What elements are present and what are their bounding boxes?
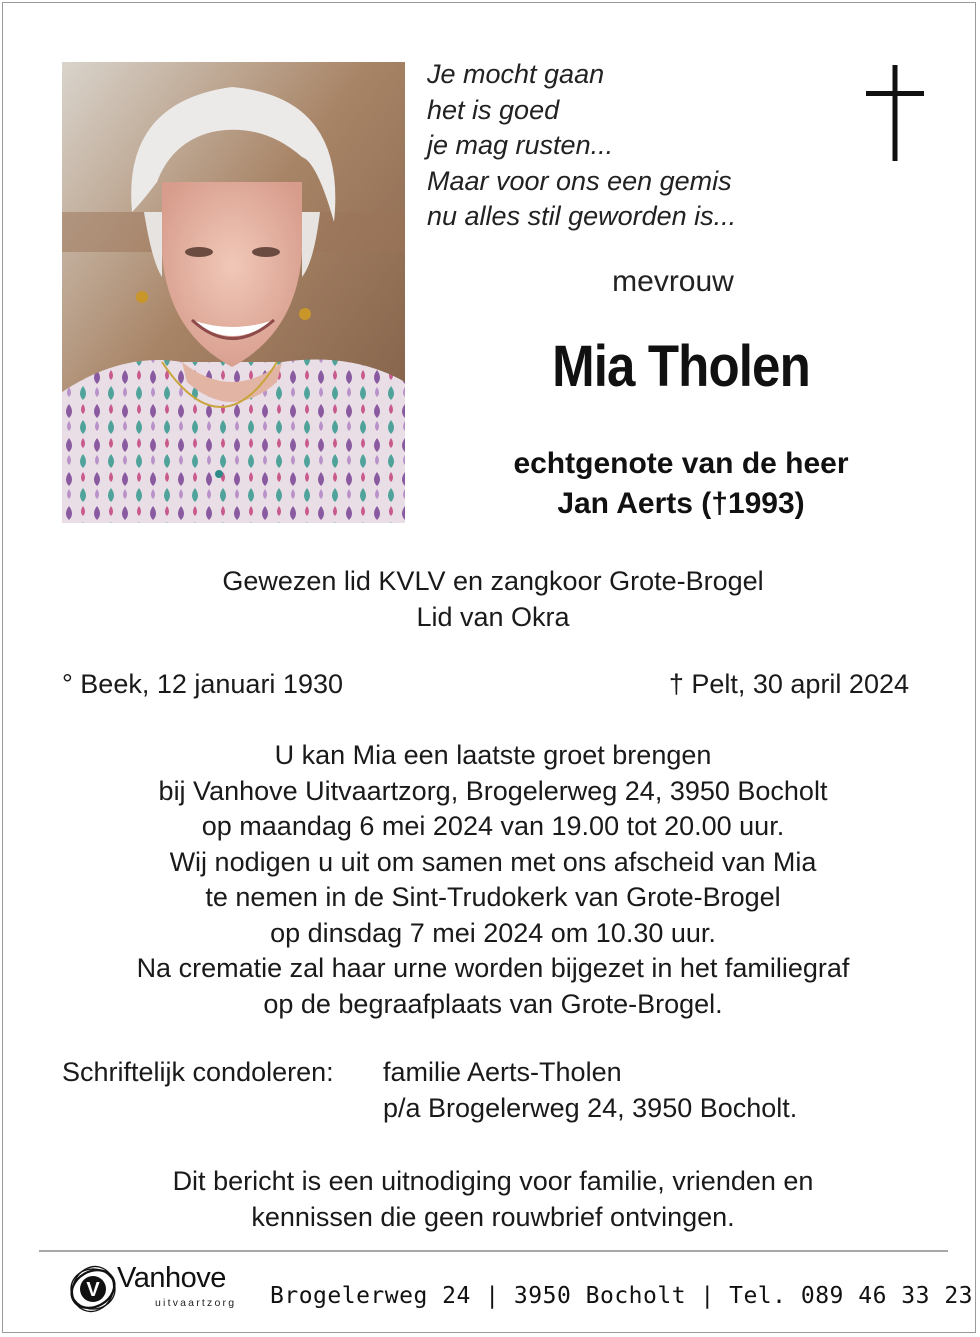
ceremony-line: Wij nodigen u uit om samen met ons afscheid van Mia — [169, 846, 817, 877]
ceremony-details — [33, 738, 953, 1022]
notice-line: kennissen die geen rouwbrief ontvingen. — [251, 1202, 735, 1232]
membership-line: Lid van Okra — [416, 602, 570, 632]
ceremony-line: op maandag 6 mei 2024 van 19.00 tot 20.00 uur. — [201, 811, 785, 841]
spouse-line: Jan Aerts (†1993) — [557, 487, 805, 520]
ceremony-line: op dinsdag 7 mei 2024 om 10.30 uur. — [270, 917, 716, 948]
condolence-address: p/a Brogelerweg 24, 3950 Bocholt. — [383, 1093, 798, 1123]
notice-line: Dit bericht is een uitnodiging voor familie, vrienden en — [172, 1166, 814, 1196]
memberships — [43, 563, 943, 635]
logo-letter: V — [86, 1279, 100, 1301]
ceremony-line: te nemen in de Sint-Trudokerk van Grote-Brogel — [205, 882, 781, 912]
deceased-name: Mia Tholen — [552, 334, 810, 399]
vanhove-logo-icon — [67, 1263, 119, 1315]
poem-line: nu alles stil geworden is... — [427, 201, 737, 231]
condolence-family: familie Aerts-Tholen — [383, 1057, 622, 1087]
poem-line: Maar voor ons een gemis — [427, 165, 732, 196]
memorial-poem — [427, 57, 847, 235]
ceremony-line: Na crematie zal haar urne worden bijgezet in het familiegraf — [136, 953, 850, 983]
portrait-photo — [62, 62, 405, 523]
ceremony-line: bij Vanhove Uitvaartzorg, Brogelerweg 24, 3950 Bocholt — [158, 775, 828, 806]
invitation-notice — [43, 1163, 943, 1235]
brand-subtitle: uitvaartzorg — [155, 1297, 237, 1309]
footer-contact: Brogelerweg 24 | 3950 Bocholt | Tel. 089 46 33 23 — [270, 1283, 974, 1309]
obituary-card — [2, 2, 976, 1333]
brand-name: Vanhove — [117, 1262, 226, 1294]
honorific: mevrouw — [612, 265, 734, 298]
poem-line: Je mocht gaan — [427, 59, 605, 89]
poem-line: je mag rusten... — [427, 130, 614, 160]
spouse-line: echtgenote van de heer — [513, 447, 849, 480]
ceremony-line: U kan Mia een laatste groet brengen — [274, 740, 712, 770]
poem-line: het is goed — [427, 94, 560, 125]
ceremony-line: op de begraafplaats van Grote-Brogel. — [263, 988, 723, 1019]
latin-cross-icon — [866, 65, 924, 161]
spouse-info — [443, 444, 919, 524]
death-date: † Pelt, 30 april 2024 — [668, 669, 909, 699]
birth-date: ° Beek, 12 januari 1930 — [62, 669, 343, 699]
membership-line: Gewezen lid KVLV en zangkoor Grote-Brogel — [222, 566, 764, 596]
funeral-home-logo — [67, 1261, 257, 1321]
condolence-label: Schriftelijk condoleren: — [62, 1057, 334, 1087]
footer-divider — [39, 1250, 948, 1252]
